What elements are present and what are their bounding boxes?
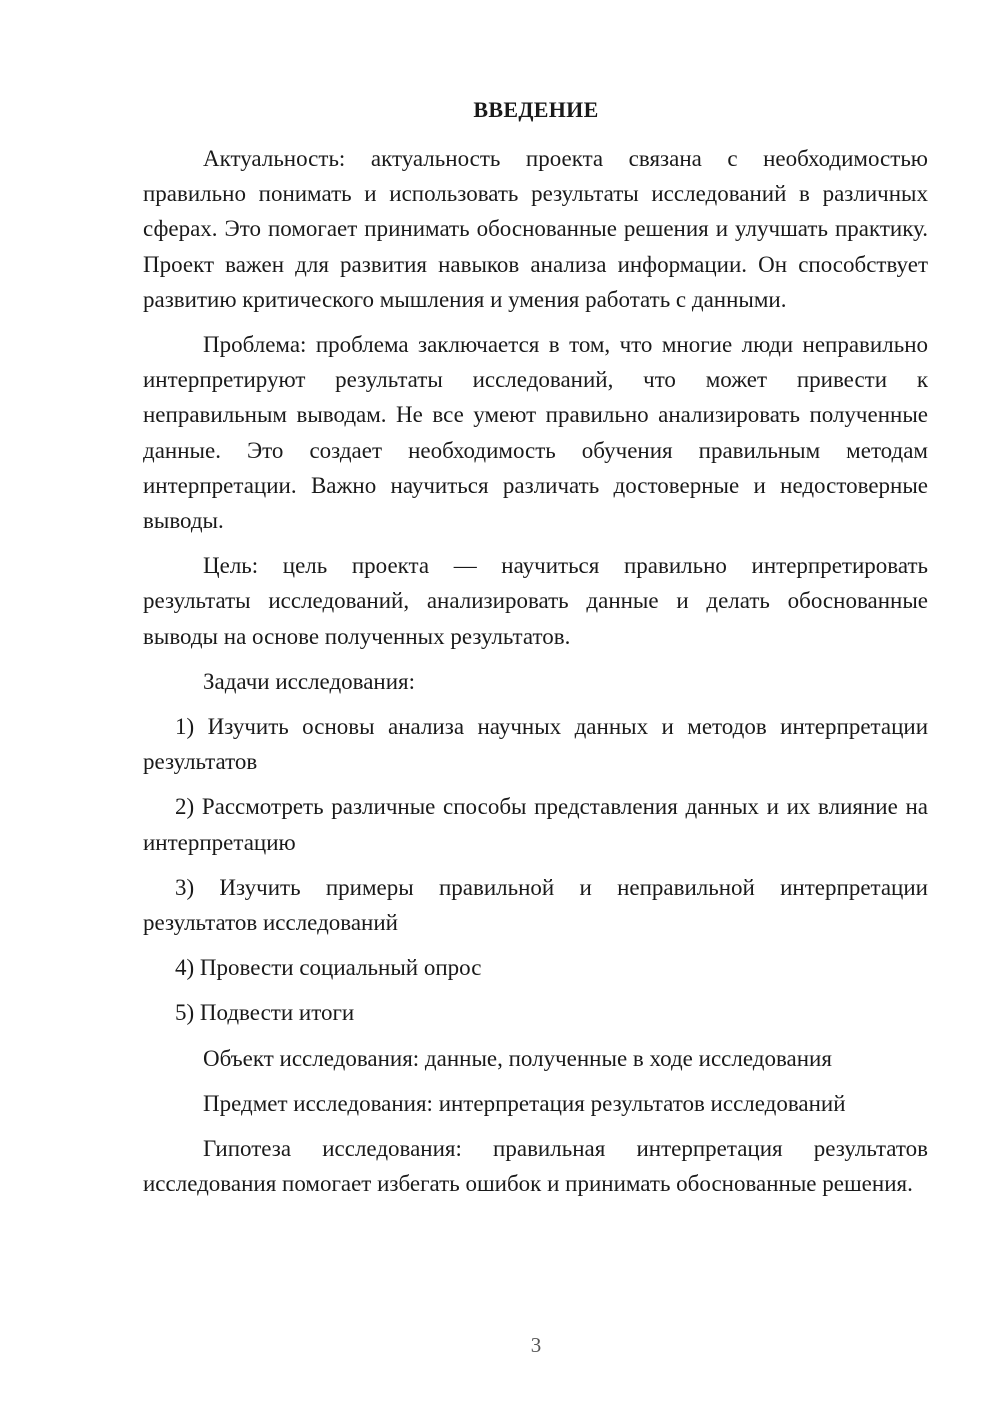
- paragraph-goal: Цель: цель проекта — научиться правильно интерпретировать результаты исследований, анализировать данные и делать обоснованные выводы на основе полученных результатов.: [143, 553, 928, 649]
- task-item-3: 3) Изучить примеры правильной и неправильной интерпретации результатов исследований: [143, 874, 928, 936]
- task-item-4: 4) Провести социальный опрос: [175, 955, 482, 981]
- paragraph-subject: Предмет исследования: интерпретация результатов исследований: [203, 1090, 846, 1116]
- paragraph-relevance: Актуальность: актуальность проекта связана с необходимостью правильно понимать и использовать результаты исследований в различных сферах. Это помогает принимать обоснованные решения и улучшать практику. Проект важен для развития навыков анализа информации. Он способствует развитию критического мышления и умения работать с данными.: [143, 146, 928, 312]
- paragraph-hypothesis: Гипотеза исследования: правильная интерпретация результатов исследования помогает избегать ошибок и принимать обоснованные решения.: [143, 1136, 928, 1197]
- page-number: 3: [530, 1333, 542, 1357]
- paragraph-object: Объект исследования: данные, полученные в ходе исследования: [203, 1045, 832, 1071]
- task-item-2: 2) Рассмотреть различные способы представления данных и их влияние на интерпретацию: [143, 794, 928, 855]
- document-body: [143, 141, 928, 1201]
- paragraph-problem: Проблема: проблема заключается в том, что многие люди неправильно интерпретируют результаты исследований, что может привести к неправильным выводам. Не все умеют правильно анализировать полученные данные. Это создает необходимость обучения правильным методам интерпретации. Важно научиться различать достоверные и недостоверные выводы.: [143, 332, 928, 534]
- page-title: ВВЕДЕНИЕ: [473, 97, 599, 122]
- task-item-5: 5) Подвести итоги: [175, 1000, 355, 1026]
- task-item-1: 1) Изучить основы анализа научных данных и методов интерпретации результатов: [143, 714, 928, 775]
- paragraph-tasks-heading: Задачи исследования:: [203, 668, 416, 694]
